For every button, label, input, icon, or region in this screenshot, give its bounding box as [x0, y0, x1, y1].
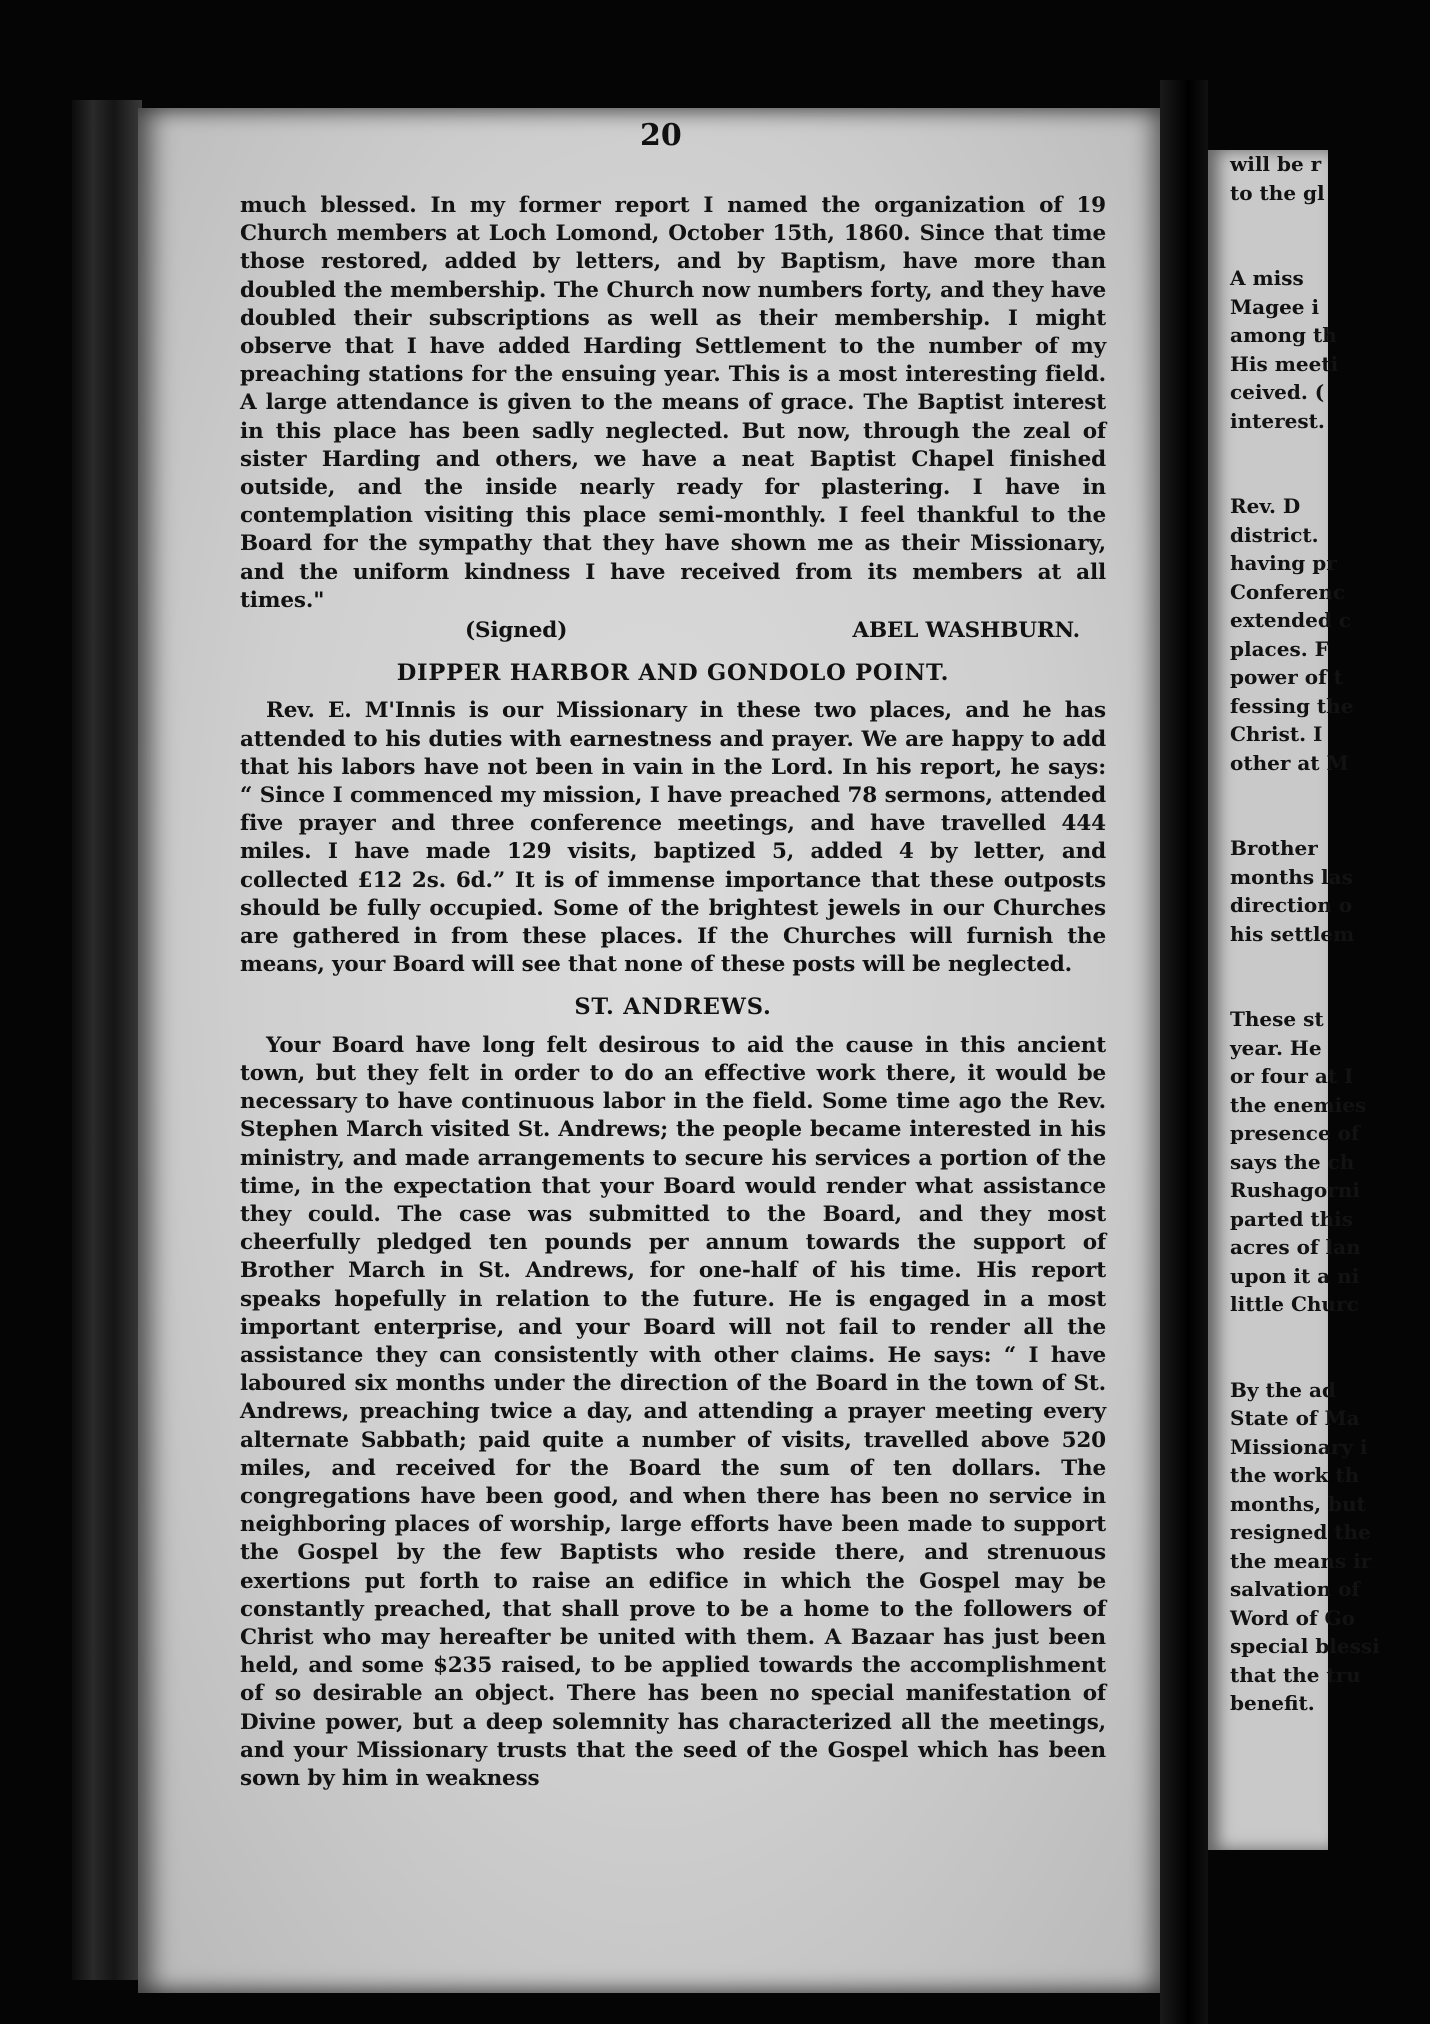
signed-name: ABEL WASHBURN.: [852, 618, 1080, 644]
right-page-line: power of t: [1230, 665, 1343, 689]
right-page-line: upon it a ni: [1230, 1263, 1360, 1288]
right-page-line: Conferenc: [1230, 579, 1346, 604]
book-gutter: [1160, 80, 1208, 2024]
right-page-line: State of Ma: [1230, 1406, 1360, 1430]
page-number: 20: [640, 118, 682, 153]
right-page-line: [1230, 1319, 1430, 1348]
right-page-line: his settlem: [1230, 921, 1355, 946]
right-page-line: [1230, 464, 1430, 493]
right-page-line: Rev. D: [1230, 494, 1301, 518]
right-page-line: among th: [1230, 323, 1337, 347]
right-page-line: fessing the: [1230, 693, 1354, 718]
right-page-line: resigned the: [1230, 1520, 1371, 1544]
heading-dipper-harbor: DIPPER HARBOR AND GONDOLO POINT.: [396, 660, 950, 687]
right-page-line: acres of lan: [1230, 1235, 1361, 1259]
right-page-line: [1230, 806, 1430, 835]
right-page-text: [1230, 150, 1430, 1718]
right-page-line: [1230, 948, 1430, 977]
right-page-line: Word of Go: [1230, 1605, 1355, 1630]
right-page-line: year. He: [1230, 1035, 1322, 1060]
right-page-line: [1230, 236, 1430, 265]
heading-st-andrews: ST. ANDREWS.: [574, 994, 772, 1021]
right-page-line: A miss: [1230, 266, 1304, 290]
paragraph-dipper-harbor: Rev. E. M'Innis is our Missionary in these two places, and he has attended to his duties with earnestness and prayer. We are happy to add that his labors have not been in vain in the Lord. In his report, he says: “ Since I commenced my mission, I have preached 78 sermons, attended five prayer and three conference meetings, and have travelled 444 miles. I have made 129 visits, baptized 5, added 4 by letter, and collected £12 2s. 6d.” It is of immense importance that these outposts should be fully occupied. Some of the brightest jewels in our Churches are gathered in from these places. If the Churches will furnish the means, your Board will see that none of these posts will be neglected.: [240, 698, 1106, 978]
right-page-fragment: [1208, 150, 1380, 1850]
right-page-line: Rushagorni: [1230, 1178, 1360, 1202]
right-page-line: extended c: [1230, 608, 1351, 632]
right-page-line: [1230, 207, 1430, 236]
paragraph-st-andrews: Your Board have long felt desirous to aid the cause in this ancient town, but they felt in order to do an effective work there, it would be necessary to have continuous labor in the field. Some time ago the Rev. Stephen March visited St. Andrews; the people became interested in his ministry, and made arrangements to secure his services a portion of the time, in the expectation that your Board would render what assistance they could. The case was submitted to the Board, and they most cheerfully pledged ten pounds per annum towards the support of Brother March in St. Andrews, for one-half of his time. His report speaks hopefully in relation to the future. He is engaged in a most important enterprise, and your Board will not fail to render all the assistance they can consistently with other claims. He says: “ I have laboured six months under the direction of the Board in the town of St. Andrews, preaching twice a day, and attending a prayer meeting every alternate Sabbath; paid quite a number of visits, travelled above 520 miles, and received for the Board the sum of ten dollars. The congregations have been good, and when there has been no service in neighboring places of worship, large efforts have been made to support the Gospel by the few Baptists who reside there, and strenuous exertions put forth to raise an edifice in which the Gospel may be constantly preached, that shall prove to be a home to the followers of Christ who may hereafter be united with them. A Bazaar has just been held, and some $235 raised, to be applied towards the accomplishment of so desirable an object. There has been no special manifestation of Divine power, but a deep solemnity has characterized all the meetings, and your Missionary trusts that the seed of the Gospel which has been sown by him in weakness: [240, 1032, 1106, 1791]
right-page-line: By the ad: [1230, 1377, 1336, 1402]
right-page-line: His meeti: [1230, 351, 1339, 376]
right-page-line: Missionary i: [1230, 1434, 1368, 1459]
right-page-line: special blessi: [1230, 1634, 1380, 1658]
signature-line: [240, 617, 1106, 645]
right-page-line: places. F: [1230, 636, 1329, 661]
right-page-line: parted this: [1230, 1206, 1354, 1231]
right-page-line: Christ. I: [1230, 722, 1323, 746]
book-spine: [72, 100, 142, 1980]
right-page-line: or four at I: [1230, 1064, 1354, 1088]
right-page-line: will be r: [1230, 152, 1322, 176]
right-page-line: months las: [1230, 864, 1353, 889]
right-page-line: months, but: [1230, 1491, 1366, 1516]
right-page-line: little Churc: [1230, 1292, 1359, 1316]
right-page-line: benefit.: [1230, 1691, 1315, 1715]
right-page-line: interest.: [1230, 408, 1325, 433]
right-page-line: that the tru: [1230, 1662, 1361, 1687]
right-page-line: [1230, 977, 1430, 1006]
paragraph-loch-lomond-report: much blessed. In my former report I named the organization of 19 Church members at Loch Lomond, October 15th, 1860. Since that time those restored, added by letters, and by Baptism, have more than doubled the membership. The Church now numbers forty, and they have doubled their subscriptions as well as their membership. I might observe that I have added Harding Settlement to the number of my preaching stations for the ensuing year. This is a most interesting field. A large attendance is given to the means of grace. The Baptist interest in this place has been sadly neglected. But now, through the zeal of sister Harding and others, we have a neat Baptist Chapel finished outside, and the inside nearly ready for plastering. I have in contemplation visiting this place semi-monthly. I feel thankful to the Board for the sympathy that they have shown me as their Missionary, and the uniform kindness I have received from its members at all times.": [240, 193, 1106, 613]
right-page-line: Magee i: [1230, 294, 1320, 319]
right-page-line: Brother: [1230, 836, 1318, 860]
right-page-line: salvation of: [1230, 1577, 1361, 1601]
right-page-line: These st: [1230, 1007, 1324, 1031]
page-text-block: [240, 192, 1106, 1793]
right-page-line: ceived. (: [1230, 380, 1325, 404]
right-page-line: the enemies: [1230, 1092, 1367, 1117]
right-page-line: [1230, 1347, 1430, 1376]
right-page-line: district.: [1230, 522, 1319, 547]
signed-label: (Signed): [465, 618, 568, 644]
right-page-line: to the gl: [1230, 180, 1325, 205]
right-page-line: the means ir: [1230, 1548, 1372, 1573]
right-page-line: says the ch: [1230, 1149, 1355, 1174]
right-page-line: the work th: [1230, 1463, 1360, 1487]
right-page-line: having pr: [1230, 551, 1337, 575]
right-page-line: direction o: [1230, 893, 1353, 917]
right-page-line: [1230, 777, 1430, 806]
right-page-line: [1230, 435, 1430, 464]
right-page-line: presence of: [1230, 1121, 1360, 1145]
right-page-line: other at M: [1230, 750, 1349, 775]
